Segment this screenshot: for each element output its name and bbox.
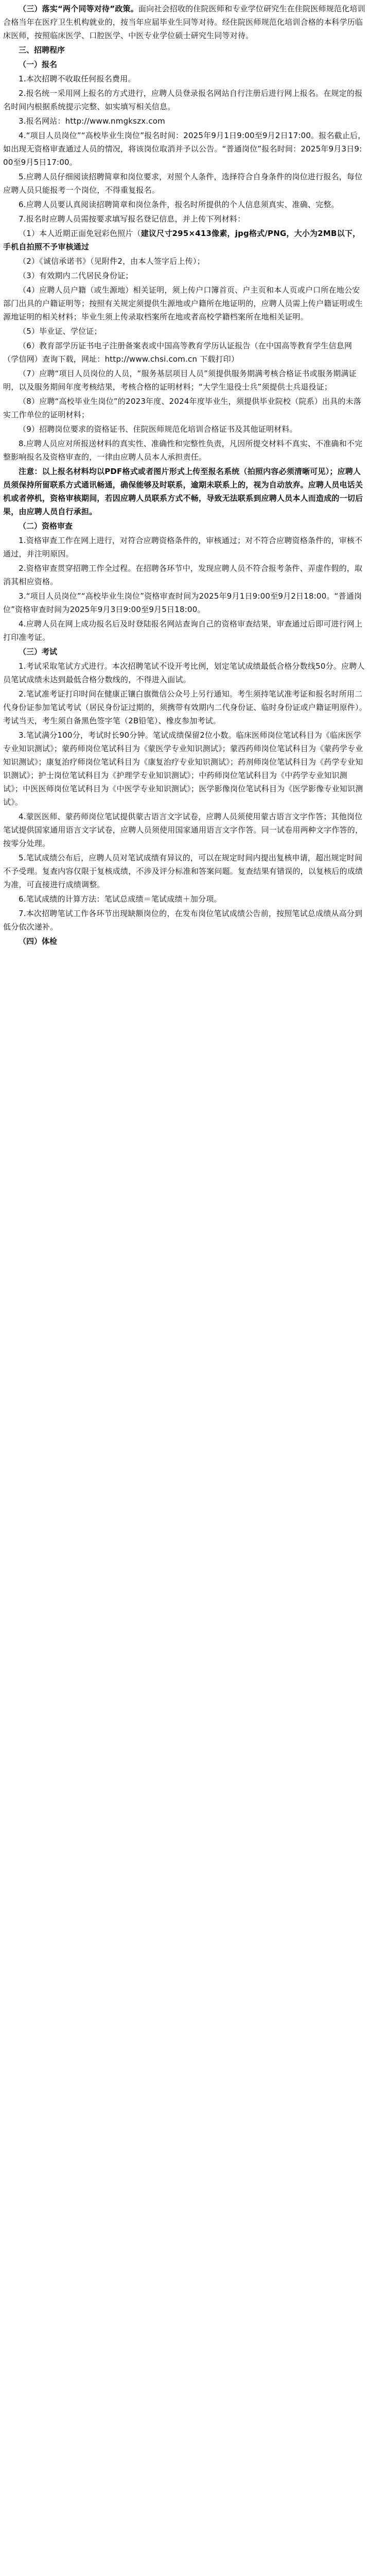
paragraph bbox=[3, 2, 367, 42]
paragraph: （3）有效期内二代居民身份证； bbox=[19, 271, 133, 280]
subsection-heading: （三）考试 bbox=[19, 647, 58, 656]
section-heading: 三、招聘程序 bbox=[19, 45, 65, 55]
paragraph: 5.笔试成绩公布后，应聘人员对笔试成绩有异议的，可以在规定时间内提出复核申请，超出规定时间不予受理。复查内容仅限于复核成绩，不涉及评分标准和答案问题。复查结果有错误的，以复核后的成绩为准，可直接进行成绩调整。 bbox=[3, 853, 363, 889]
subsection-heading: （二）资格审查 bbox=[19, 521, 73, 531]
paragraph: 5.应聘人员仔细阅读招聘简章和岗位要求，对照个人条件，选择符合自身条件的岗位进行报名，每位应聘人员只能报考一个岗位，不得重复报名。 bbox=[3, 172, 363, 195]
paragraph: 6.应聘人员要认真阅读招聘简章和岗位条件，报名时所提供的个人信息须真实、准确、完整。 bbox=[19, 200, 339, 209]
paragraph: （7）应聘“项目人员岗位的人员，“服务基层项目人员”须提供服务期满考核合格证书或服务期满证明，以及服务期间年度考核结果，考核合格的证明材料；“大学生退役士兵”须提供士兵退役证； bbox=[3, 369, 357, 392]
paragraph: 4.应聘人员在网上成功报名后及时登陆报名网站查询自己的资格审查结果，审查通过后即可进行网上打印准考证。 bbox=[3, 619, 363, 642]
paragraph: （4）应聘人员户籍（或生源地）相关证明，须上传户口簿首页、户主页和本人页或户口所在地公安部门出具的户籍证明等；按照有关规定须提供生源地或户籍所在地证明的，应聘人员需上传户籍证明或生源地证明的相关材料；毕业生须上传录取档案所在地或者高校学籍档案所在地相关证明。 bbox=[3, 285, 363, 321]
subsection-heading: （四）体检 bbox=[19, 937, 58, 946]
paragraph: （2）《诚信承诺书》（见附件2，由本人签字后上传）； bbox=[19, 257, 205, 266]
paragraph: 2.报名统一采用网上报名的方式进行，应聘人员登录报名网站自行注册后进行网上报名。在规定的报名时间内根据系统提示完整、如实填写相关信息。 bbox=[3, 89, 363, 111]
paragraph: 2.资格审查贯穿招聘工作全过程。在招聘各环节中，发现应聘人员不符合报考条件、弄虚作假的，取消其相应资格。 bbox=[3, 564, 363, 586]
paragraph-text: 面向社会招收的住院医师和专业学位研究生在住院医师规范化培训合格当年在医疗卫生机构就业的，按当年应届毕业生同等对待。经住院医师规范化培训合格的本科学历临床医师，按照临床医学、口腔医学、中医专业学位硕士研究生同等对待。 bbox=[3, 4, 365, 40]
paragraph: （8）应聘“高校毕业生岗位”的2023年度、2024年度毕业生，须提供毕业院校（院系）出具的未落实工作单位的证明材料； bbox=[3, 397, 362, 419]
paragraph: 1.本次招聘不收取任何报名费用。 bbox=[19, 74, 136, 83]
paragraph-text: （1）本人近期正面免冠彩色照片（ bbox=[19, 229, 141, 238]
paragraph: 7.本次招聘笔试工作各环节出现缺额岗位的，在发布岗位笔试成绩公告前，按照笔试总成绩从高分到低分依次递补。 bbox=[3, 909, 363, 931]
paragraph: 8.应聘人员应对所报送材料的真实性、准确性和完整性负责，凡因所提交材料不真实、不准确和不完整影响报名及资格审查的，一律由应聘人员本人承担责任。 bbox=[3, 439, 363, 462]
subsection-heading: （一）报名 bbox=[19, 60, 58, 69]
bold-notice: 注意：以上报名材料均以PDF格式或者图片形式上传至报名系统（拍照内容必须清晰可见）；应聘人员须保持所留联系方式通讯畅通，确保能够及时联系，逾期未联系上的，视为自动放弃。应聘人员电话关机或者停机，资格审核期间，若因应聘人员联系方式不畅，导致无法联系到应聘人员本人而造成的一切后果，由应聘人员自行承担。 bbox=[3, 467, 363, 516]
bold-phrase: （三）落实“两个同等对待”政策。 bbox=[19, 4, 138, 13]
paragraph: （6）教育部学历证书电子注册备案表或中国高等教育学历认证报告（在中国高等教育学生信息网（学信网）查询下载，网址：http://www.chsi.com.cn 下载打印） bbox=[3, 341, 353, 364]
paragraph: 6.笔试成绩的计算方法：笔试总成绩＝笔试成绩＋加分项。 bbox=[19, 894, 222, 904]
paragraph bbox=[3, 227, 367, 253]
paragraph: 7.报名时应聘人员需按要求填写报名登记信息，并上传下列材料： bbox=[19, 214, 245, 224]
paragraph: 4.蒙医医师、蒙药师岗位笔试提供蒙古语言文字试卷，应聘人员须使用蒙古语言文字作答；其他岗位笔试提供国家通用语言文字试卷，应聘人员须使用国家通用语言文字作答。同一试卷用两种文字作答的，按零分处理。 bbox=[3, 812, 363, 848]
paragraph: （9）招聘岗位要求的资格证书、住院医师规范化培训合格证书及其他证明材料。 bbox=[19, 425, 297, 434]
paragraph: 4.“项目人员岗位”“高校毕业生岗位”报名时间：2025年9月1日9:00至9月2日17:00。报名截止后，如出现无资格审查通过人员的情况，将该岗位取消并予以公告。“普通岗位”报名时间：2025年9月3日9:00至9月5日17:00。 bbox=[3, 131, 366, 167]
paragraph: 1.考试采取笔试方式进行。本次招聘笔试不设开考比例，划定笔试成绩最低合格分数线50分。应聘人员笔试成绩未达到最低合格分数线的，不得进入面试。 bbox=[3, 662, 365, 684]
paragraph: 3.“项目人员岗位”“高校毕业生岗位”资格审查时间为2025年9月1日9:00至9月2日18:00。“普通岗位”资格审查时间为2025年9月3日9:00至9月5日18:00。 bbox=[3, 591, 362, 614]
paragraph: 3.笔试满分100分，考试时长90分钟。笔试成绩保留2位小数。临床医师岗位笔试科目为《临床医学专业知识测试》；蒙药师岗位笔试科目为《蒙医学专业知识测试》；蒙西药师岗位笔试科目为《蒙药学专业知识测试》；康复治疗师岗位笔试科目为《康复治疗专业知识测试》；药剂师岗位笔试科目为《药学专业知识测试》；护士岗位笔试科目为《护理学专业知识测试》；中药师岗位笔试科目为《中药学专业知识测试》；中医医师岗位笔试科目为《中医学专业知识测试》；医学影像岗位笔试科目为《医学影像专业知识测试》。 bbox=[3, 731, 363, 807]
paragraph: 1.资格审查工作在网上进行，对符合应聘资格条件的，审核通过；对不符合应聘资格条件的，审核不通过，并注明原因。 bbox=[3, 536, 363, 558]
paragraph: 2.笔试准考证打印时间在健康正镶白旗微信公众号上另行通知。考生须持笔试准考证和报名时所用二代身份证参加笔试考试（居民身份证过期的，须携带有效期内二代身份证、临时身份证或户籍证明原件）。考试当天，考生须自备黑色签字笔（2B铅笔）、橡皮参加考试。 bbox=[3, 689, 367, 725]
paragraph: 3.报名网站：http://www.nmgkszx.com bbox=[19, 116, 165, 126]
bold-phrase: 建议尺寸295×413像素，jpg格式/PNG，大小为2MB以下，手机自拍照不予审核通过 bbox=[3, 229, 361, 251]
paragraph: （5）毕业证、学位证； bbox=[19, 327, 102, 336]
